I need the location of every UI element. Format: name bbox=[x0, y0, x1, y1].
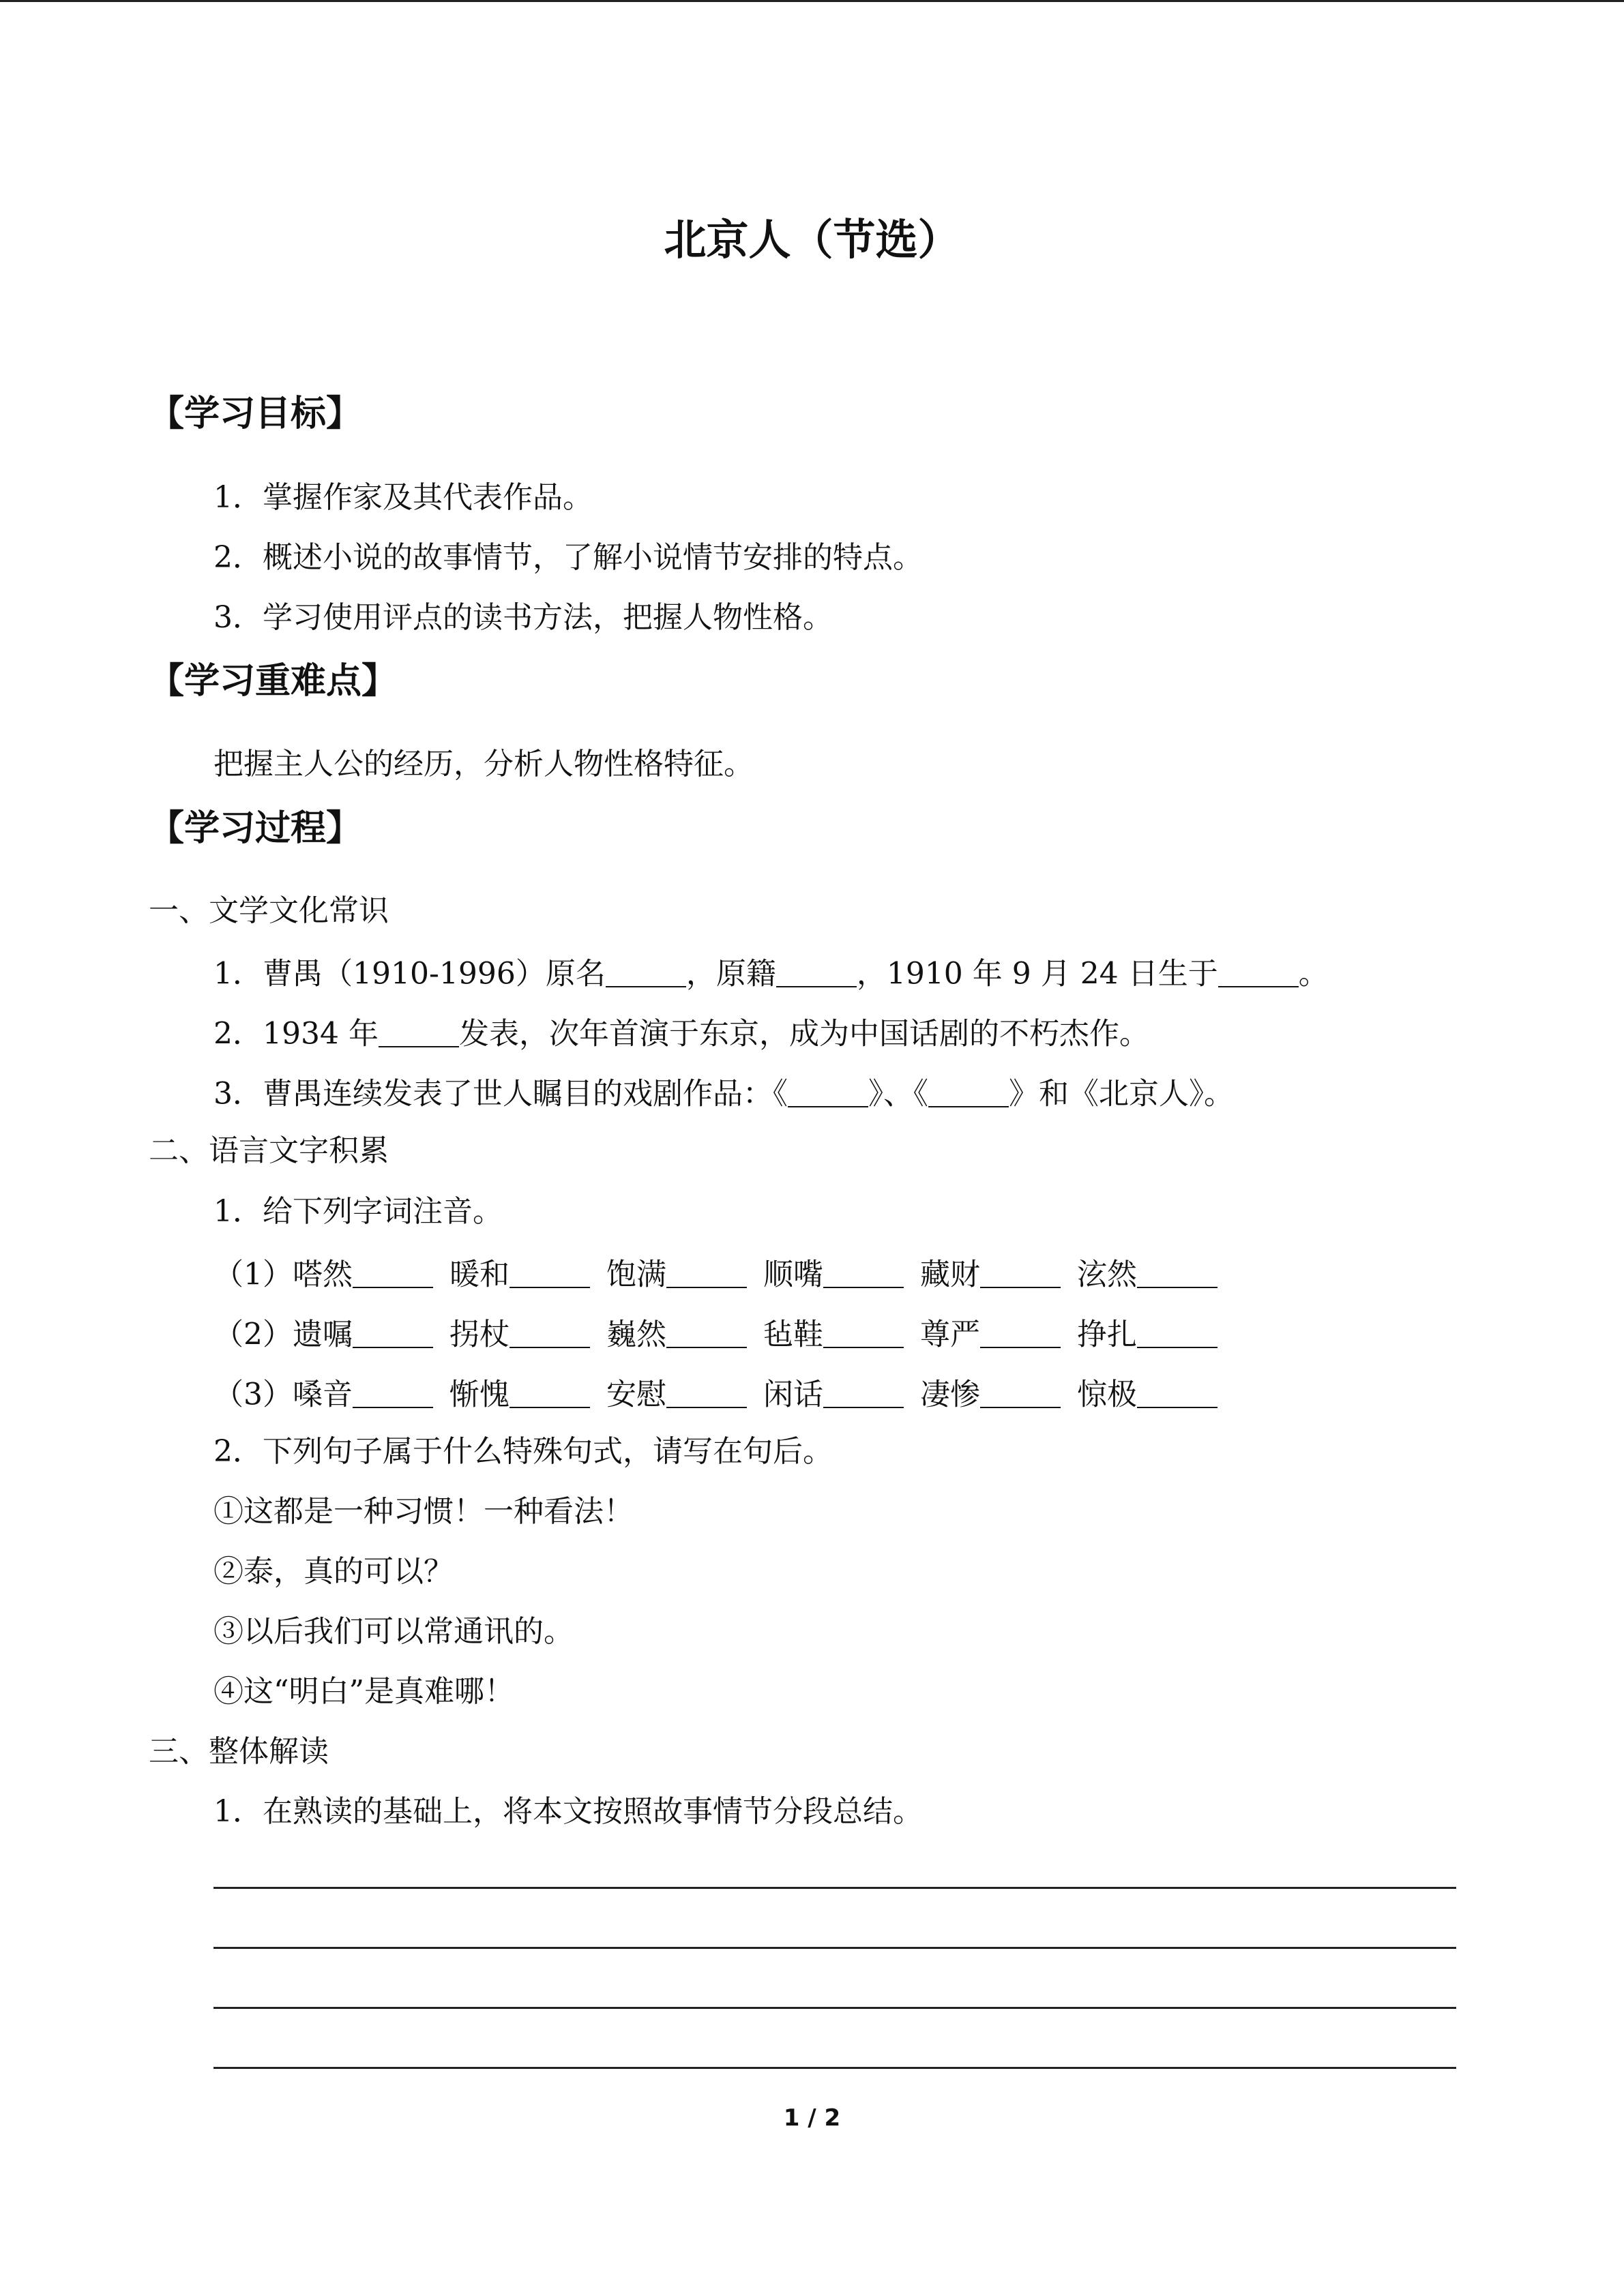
pinyin-blank[interactable] bbox=[980, 1377, 1061, 1408]
question-text: 。 bbox=[1298, 956, 1329, 992]
page-title: 北京人（节选） bbox=[664, 215, 960, 265]
question-text: 》、《 bbox=[868, 1076, 928, 1112]
row-prefix: （2） bbox=[213, 1317, 293, 1352]
word: 惭愧 bbox=[449, 1377, 510, 1412]
row-prefix: （1） bbox=[213, 1257, 293, 1292]
sentence-item: ④这“明白”是真难哪！ bbox=[213, 1674, 514, 1709]
pinyin-blank[interactable] bbox=[510, 1257, 590, 1288]
fill-blank[interactable] bbox=[776, 956, 857, 987]
question-text: ，1910 年 9 月 24 日生于 bbox=[856, 956, 1218, 992]
pinyin-blank[interactable] bbox=[1137, 1377, 1217, 1408]
row-prefix: （3） bbox=[213, 1377, 293, 1412]
fill-blank[interactable] bbox=[788, 1076, 868, 1107]
part3-question-1: 1．在熟读的基础上，将本文按照故事情节分段总结。 bbox=[213, 1794, 923, 1829]
word: 拐杖 bbox=[449, 1317, 510, 1352]
pinyin-row-1 bbox=[213, 1257, 1217, 1290]
word: 暖和 bbox=[449, 1257, 510, 1292]
question-text: 1．曹禺（1910-1996）原名 bbox=[213, 956, 606, 992]
sentence-item: ②泰，真的可以？ bbox=[213, 1554, 454, 1589]
part2-heading: 二、语言文字积累 bbox=[149, 1133, 389, 1168]
question-text: 发表，次年首演于东京，成为中国话剧的不朽杰作。 bbox=[458, 1016, 1149, 1052]
fill-blank[interactable] bbox=[379, 1016, 459, 1047]
keypoints-text: 把握主人公的经历，分析人物性格特征。 bbox=[213, 747, 754, 781]
pinyin-blank[interactable] bbox=[353, 1317, 433, 1348]
word: 遗嘱 bbox=[293, 1317, 353, 1352]
pinyin-blank[interactable] bbox=[1137, 1257, 1217, 1288]
part2-question-1: 1．给下列字词注音。 bbox=[213, 1194, 503, 1229]
pinyin-row-3 bbox=[213, 1377, 1217, 1410]
pinyin-blank[interactable] bbox=[353, 1257, 433, 1288]
pinyin-blank[interactable] bbox=[510, 1317, 590, 1348]
word: 惊极 bbox=[1077, 1377, 1137, 1412]
pinyin-blank[interactable] bbox=[1137, 1317, 1217, 1348]
pinyin-blank[interactable] bbox=[353, 1377, 433, 1408]
section-heading-process: 【学习过程】 bbox=[149, 808, 362, 849]
question-text: ，原籍 bbox=[685, 956, 776, 992]
question-text: 》和《北京人》。 bbox=[1009, 1076, 1234, 1112]
word: 巍然 bbox=[606, 1317, 666, 1352]
fill-blank[interactable] bbox=[1218, 956, 1299, 987]
pinyin-row-2 bbox=[213, 1317, 1217, 1350]
sentence-item: ①这都是一种习惯！一种看法！ bbox=[213, 1494, 634, 1529]
pinyin-blank[interactable] bbox=[823, 1257, 904, 1288]
word: 饱满 bbox=[606, 1257, 666, 1292]
answer-line[interactable] bbox=[213, 1887, 1456, 1889]
answer-line[interactable] bbox=[213, 1947, 1456, 1949]
pinyin-blank[interactable] bbox=[980, 1317, 1061, 1348]
word: 凄惨 bbox=[920, 1377, 980, 1412]
pinyin-blank[interactable] bbox=[823, 1317, 904, 1348]
part3-heading: 三、整体解读 bbox=[149, 1734, 329, 1769]
goal-item: 3．学习使用评点的读书方法，把握人物性格。 bbox=[213, 600, 833, 635]
pinyin-blank[interactable] bbox=[980, 1257, 1061, 1288]
word: 藏财 bbox=[920, 1257, 980, 1292]
pinyin-blank[interactable] bbox=[510, 1377, 590, 1408]
word: 尊严 bbox=[920, 1317, 980, 1352]
part1-heading: 一、文学文化常识 bbox=[149, 893, 389, 928]
word: 泫然 bbox=[1077, 1257, 1137, 1292]
fill-blank[interactable] bbox=[606, 956, 686, 987]
pinyin-blank[interactable] bbox=[666, 1257, 747, 1288]
goal-item: 2．概述小说的故事情节，了解小说情节安排的特点。 bbox=[213, 540, 923, 575]
pinyin-blank[interactable] bbox=[823, 1377, 904, 1408]
word: 挣扎 bbox=[1077, 1317, 1137, 1352]
sentence-item: ③以后我们可以常通讯的。 bbox=[213, 1614, 574, 1649]
part2-question-2: 2．下列句子属于什么特殊句式，请写在句后。 bbox=[213, 1434, 833, 1469]
word: 嗒然 bbox=[293, 1257, 353, 1292]
word: 顺嘴 bbox=[763, 1257, 823, 1292]
word: 闲话 bbox=[763, 1377, 823, 1412]
word: 嗓音 bbox=[293, 1377, 353, 1412]
answer-line[interactable] bbox=[213, 2067, 1456, 2069]
fill-blank[interactable] bbox=[928, 1076, 1009, 1107]
word: 安慰 bbox=[606, 1377, 666, 1412]
part1-question-1 bbox=[213, 956, 1329, 992]
part1-question-2 bbox=[213, 1016, 1149, 1052]
page-number: 1 / 2 bbox=[783, 2104, 841, 2132]
pinyin-blank[interactable] bbox=[666, 1317, 747, 1348]
part1-question-3 bbox=[213, 1076, 1234, 1112]
section-heading-keypoints: 【学习重难点】 bbox=[149, 661, 398, 702]
pinyin-blank[interactable] bbox=[666, 1377, 747, 1408]
word: 毡鞋 bbox=[763, 1317, 823, 1352]
question-text: 3．曹禺连续发表了世人瞩目的戏剧作品：《 bbox=[213, 1076, 788, 1112]
goal-item: 1．掌握作家及其代表作品。 bbox=[213, 480, 593, 515]
section-heading-goals: 【学习目标】 bbox=[149, 393, 362, 434]
answer-line[interactable] bbox=[213, 2007, 1456, 2009]
question-text: 2．1934 年 bbox=[213, 1016, 379, 1052]
